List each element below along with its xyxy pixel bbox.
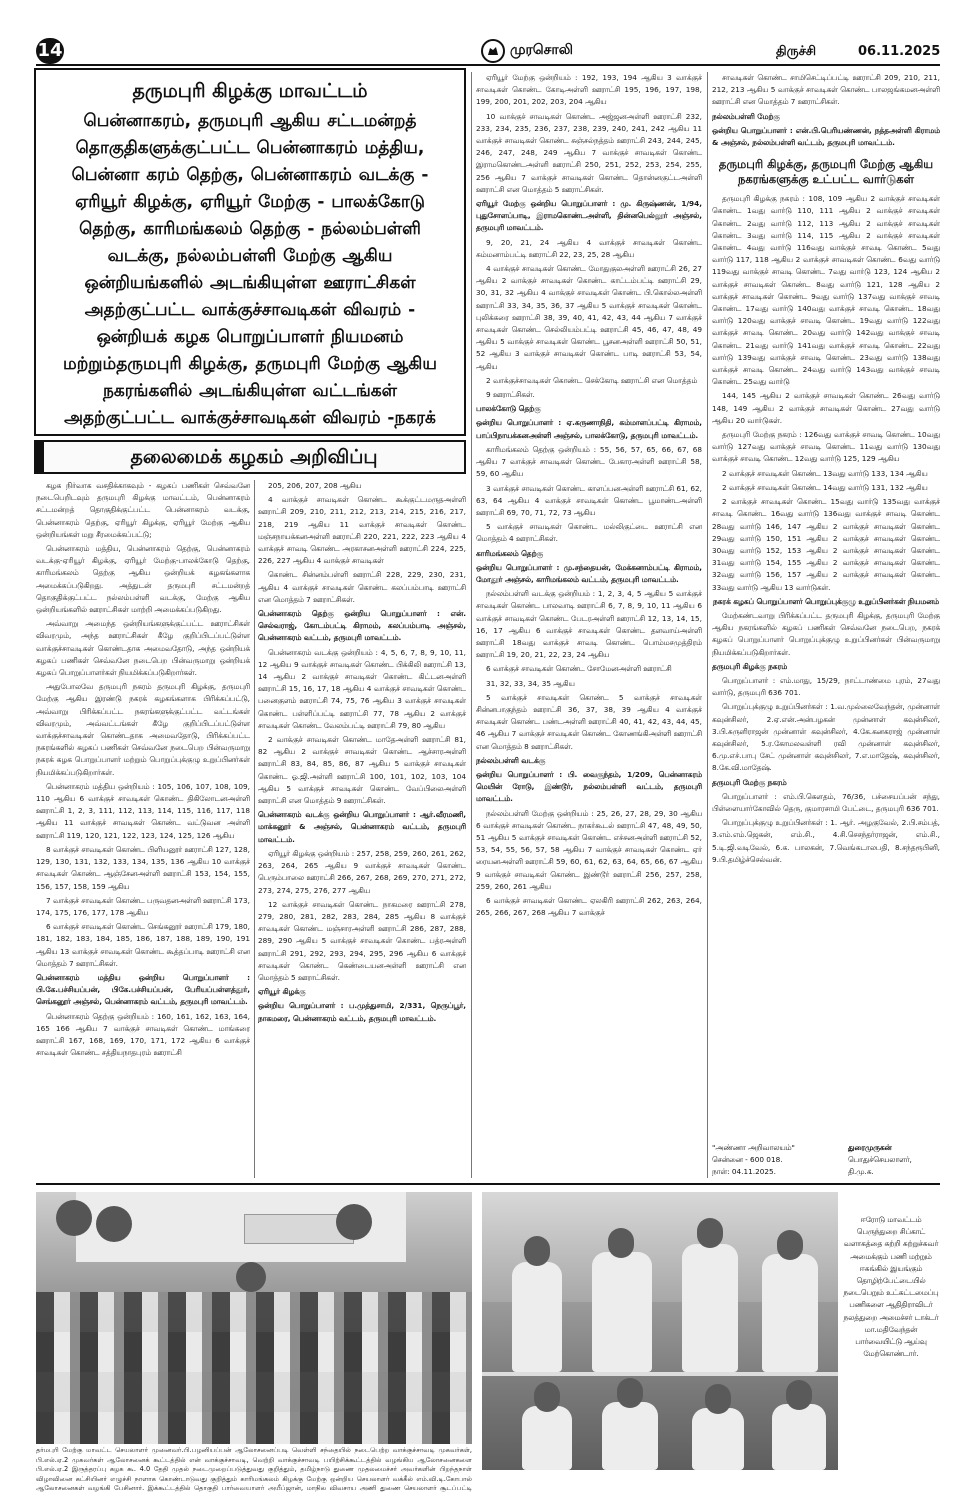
signoff-city: சென்னை - 600 018. [712,1155,783,1164]
signoff-place: "அண்ணா அறிவாலயம்" [712,1143,795,1152]
article-paragraph: 6 வாக்குச் சாவடிகள் கொண்ட சோமேனஅள்ளி ஊராட்சி [486,664,672,674]
article-paragraph: பாலக்கோடு தெற்கு [476,404,541,414]
inspection-photo-caption: ஈரோடு மாவட்டம் பெருந்துறை சிப்காட் வளாகத்தை சுற்றி சுற்றுச்சுவர் அமைக்கும் பணி மற்றும் ஈசுங்கில் இயங்கும் தொழிற்பேட்டையில் நடைபெறும் உட்கட்டமைப்பு பணிகளை ஆதிதிராவிடர் நலத்துறை அமைச்சர் டாக்டர் மா.மதிவேந்தன் பார்வையிட்டு ஆய்வு மேற்கொண்டார். [843,1215,939,1359]
article-paragraph: 6 வாக்குச் சாவடிகள் கொண்ட ஏலகிரி ஊராட்சி 262, 263, 264, 265, 266, 267, 268 ஆகிய 7 வாக்குச் [476,896,702,918]
article-paragraph: அதுபோலவே தருமபுரி நகரம் தருமபுரி கிழக்கு, தருமபுரி மேற்கு ஆகிய இரண்டு நகரக் கழகங்களாக பிரிக்கப்பட்டு, அவ்வாறு பிரிக்கப்பட்ட நகரங்களுக்குட்பட்ட வட்டங்கள் விவரமும், அவ்வட்டங்கள் கீழே குறிப்பிடப்பட்டுள்ள வாக்குச்சாவடிகள் கொண்டதாக அமைவதோடு, பிரிக்கப்பட்ட நகரங்களில் கழகப் பணிகள் செவ்வனே நடைபெற பின்வருமாறு நகரக் கழக பொறுப்பாளர் மற்றும் பொறுப்புக்குழு உறுப்பினர்கள் நியமிக்கப்படுகிறார்கள். [36,682,250,777]
article-paragraph: ஒன்றிய பொறுப்பாளர் : ப.முத்துசாமி, 2/331, நெருப்பூர், நாகமரை, பென்னாகரம் வட்டம், தருமபுரி மாவட்டம். [258,1001,466,1023]
article-paragraph: தருமபுரி கிழக்கு நகரம் : 108, 109 ஆகிய 2 வாக்குச் சாவடிகள் கொண்ட 1வது வார்டு 110, 111 ஆகிய 2 வாக்குச் சாவடிகள் கொண்ட 2வது வார்டு 112, 113 ஆகிய 2 வாக்குச் சாவடிகள் கொண்ட 3வது வார்டு 114, 115 ஆகிய 2 வாக்குச் சாவடிகள் கொண்ட 4வது வார்டு 116வது வாக்குச் சாவடி கொண்ட 5வது வார்டு 117, 118 ஆகிய 2 வாக்குச் சாவடிகள் கொண்ட 6வது வார்டு 119வது வாக்குச் சாவடி கொண்ட 7வது வார்டு 123, 124 ஆகிய 2 வாக்குச் சாவடிகள் கொண்ட 8வது வார்டு 121, 128 ஆகிய 2 வாக்குச் சாவடிகள் கொண்ட 9வது வார்டு 137வது வாக்குச் சாவடி கொண்ட 17வது வார்டு 140வது வாக்குச் சாவடி கொண்ட 18வது வார்டு 120வது வாக்குச் சாவடி கொண்ட 19வது வார்டு 122வது வாக்குச் சாவடி கொண்ட 20வது வார்டு 142வது வாக்குச் சாவடி கொண்ட 21வது வார்டு 141வது வாக்குச் சாவடி கொண்ட 22வது வார்டு 139வது வாக்குச் சாவடி கொண்ட 23வது வார்டு 138வது வாக்குச் சாவடி கொண்ட 24வது வார்டு 143வது வாக்குச் சாவடி கொண்ட 25வது வார்டு [712,194,940,387]
article-paragraph: 205, 206, 207, 208 ஆகிய [268,481,362,490]
article-paragraph: காரிமங்கலம் தெற்கு ஒன்றியம் : 55, 56, 57, 65, 66, 67, 68 ஆகிய 7 வாக்குச் சாவடிகள் கொண்ட பேகாரஅள்ளி ஊராட்சி 58, 59, 60 ஆகிய [476,444,702,479]
signatory-name: துரைமுருகன் [848,1143,892,1152]
headline-text: பென்னாகரம், தருமபுரி ஆகிய சட்டமன்றத் தொகுதிகளுக்குட்பட்ட பென்னாகரம் மத்திய, பென்னா கரம் தெற்கு, பென்னாகரம் வடக்கு - ஏரியூர் கிழக்கு, ஏரியூர் மேற்கு - பாலக்கோடு தெற்கு, காரிமங்கலம் தெற்கு - நல்லம்பள்ளி வடக்கு, நல்லம்பள்ளி மேற்கு ஆகிய ஒன்றியங்களில் அடங்கியுள்ள ஊராட்சிகள் அதற்குட்பட்ட வாக்குச்சாவடிகள் விவரம் - ஒன்றியக் கழக பொறுப்பாளர் நியமனம் மற்றும்தருமபுரி கிழக்கு, தருமபுரி மேற்கு ஆகிய நகரங்களில் அடங்கியுள்ள வட்டங்கள் அதற்குட்பட்ட வாக்குச்சாவடிகள் விவரம் -நகரக் [63,111,437,428]
article-paragraph: 3 வாக்குச் சாவடிகள் கொண்ட காளப்பனஅள்ளி ஊராட்சி 61, 62, 63, 64 ஆகிய 4 வாக்குச் சாவடிகள் கொண்ட பூமாண்டஅள்ளி ஊராட்சி 69, 70, 71, 72, 73 ஆகிய [476,483,702,517]
page-number: 14 [36,38,64,64]
article-paragraph: 9 ஊராட்சிகள். [486,390,535,400]
article-paragraph: தருமபுரி மேற்கு நகரம் [712,777,787,787]
article-paragraph: பென்னாகரம் மத்திய ஒன்றிய பொறுப்பாளர் : பி.கே.பச்சியப்பன், பிகே.பச்சியப்பன், பேரியப்பள்ளத்தூர், செங்கனூர் அஞ்சல், பென்னாகரம் வட்டம், தருமபுரி மாவட்டம். [36,972,250,1007]
announcement-banner: தலைமைக் கழகம் அறிவிப்பு [34,440,466,474]
article-paragraph: பென்னாகரம் வடக்கு ஒன்றியம் : 4, 5, 6, 7, 8, 9, 10, 11, 12 ஆகிய 9 வாக்குச் சாவடிகள் கொண்ட பிக்கிலி ஊராட்சி 13, 14 ஆகிய 2 வாக்குச் சாவடிகள் கொண்ட கிட்டனஅள்ளி ஊராட்சி 15, 16, 17, 18 ஆகிய 4 வாக்குச் சாவடிகள் கொண்ட பனைகுளம் ஊராட்சி 74, 75, 76 ஆகிய 3 வாக்குச் சாவடிகள் கொண்ட பள்ளிப்பட்டி ஊராட்சி 77, 78 ஆகிய 2 வாக்குச் சாவடிகள் கொண்ட வேலம்பட்டி ஊராட்சி 79, 80 ஆகிய [258,647,466,730]
newspaper-logo-icon [481,39,505,63]
newspaper-name: முரசொலி [510,42,573,58]
article-paragraph: தருமபுரி கிழக்கு நகரம் [712,661,788,671]
article-paragraph: ஒன்றிய பொறுப்பாளர் : என்.பி.பெரியண்ணன், நத்தஅள்ளி கிராமம் & அஞ்சல், நல்லம்பள்ளி வட்டம், தருமபுரி மாவட்டம். [712,125,940,148]
article-paragraph: 12 வாக்குச் சாவடிகள் கொண்ட நாகமரை ஊராட்சி 278, 279, 280, 281, 282, 283, 284, 285 ஆகிய 8 வாக்குச் சாவடிகள் கொண்ட மஞ்சாரஅள்ளி ஊராட்சி 286, 287, 288, 289, 290 ஆகிய 5 வாக்குச் சாவடிகள் கொண்ட பத்ரஅள்ளி ஊராட்சி 291, 292, 293, 294, 295, 296 ஆகிய 6 வாக்குச் சாவடிகள் கொண்ட கெண்டையனஅள்ளி ஊராட்சி என மொத்தம் 5 ஊராட்சிகள். [258,899,466,982]
article-paragraph: நகரக் கழகப் பொறுப்பாளர் பொறுப்புக்குழு உறுப்பினர்கள் நியமனம் [712,596,940,606]
article-paragraph: 5 வாக்குச் சாவடிகள் கொண்ட மல்லிகுட்டை ஊராட்சி என மொத்தம் 4 ஊராட்சிகள். [476,522,702,544]
article-paragraph: நல்லம்பள்ளி மேற்கு ஒன்றியம் : 25, 26, 27, 28, 29, 30 ஆகிய 6 வாக்குச் சாவடிகள் கொண்ட நாகர்கூடல் ஊராட்சி 47, 48, 49, 50, 51 ஆகிய 5 வாக்குச் சாவடிகள் கொண்ட எச்சனஅள்ளி ஊராட்சி 52, 53, 54, 55, 56, 57, 58 ஆகிய 7 வாக்குச் சாவடிகள் கொண்ட ஏர் ரையனஅள்ளி ஊராட்சி 59, 60, 61, 62, 63, 64, 65, 66, 67 ஆகிய 9 வாக்குச் சாவடிகள் கொண்ட இண்டூர் ஊராட்சி 256, 257, 258, 259, 260, 261 ஆகிய [476,808,702,891]
article-paragraph: 5 வாக்குச் சாவடிகள் கொண்ட 5 வாக்குச் சாவடிகள் சின்னபாகுந்தம் ஊராட்சி 36, 37, 38, 39 ஆகிய 4 வாக்குச் சாவடிகள் கொண்ட பண்டஅள்ளி ஊராட்சி 40, 41, 42, 43, 44, 45, 46 ஆகிய 7 வாக்குச் சாவடிகள் கொண்ட கோணங்கிஅள்ளி ஊராட்சி என மொத்தம் 8 ஊராட்சிகள். [476,692,702,751]
article-paragraph: பொறுப்புக்குழு உறுப்பினர்கள் : 1. ஆர். அழகுவேல், 2.பி.சம்பத், 3.எம்.எம்.ஜெகன், எம்.சி., 4.சி.செசந்தர்ராஜன், எம்.சி., 5.டி.ஜி.வடிவேல், 6.க. பாலகன், 7.வெங்கடாலபதி, 8.சந்தரூபினி, 9.பி.தமிழ்ச்செல்வன். [712,818,940,864]
column-divider [707,72,708,1178]
article-column-4 [712,72,940,1142]
article-column-2 [258,480,466,1178]
article-paragraph: 7 வாக்குச் சாவடிகள் கொண்ட பருவதனஅள்ளி ஊராட்சி 173, 174, 175, 176, 177, 178 ஆகிய [36,895,250,917]
article-paragraph: பென்னாகரம் மத்திய ஒன்றியம் : 105, 106, 107, 108, 109, 110 ஆகிய 6 வாக்குச் சாவடிகள் கொண்ட திகிலோடனஅள்ளி ஊராட்சி 1, 2, 3, 111, 112, 113, 114, 115, 116, 117, 118 ஆகிய 11 வாக்குச் சாவடிகள் கொண்ட வட்டுவன அள்ளி ஊராட்சி 119, 120, 121, 122, 123, 124, 125, 126 ஆகிய [36,781,250,840]
column-divider [254,480,255,1178]
article-paragraph: 4 வாக்குச் சாவடிகள் கொண்ட கூக்குட்டமருதஅள்ளி ஊராட்சி 209, 210, 211, 212, 213, 214, 215, 216, 217, 218, 219 ஆகிய 11 வாக்குச் சாவடிகள் கொண்ட மஞ்சநாயக்கனஅள்ளி ஊராட்சி 220, 221, 222, 223 ஆகிய 4 வாக்குச் சாவடி கொண்ட அரகாசனஅள்ளி ஊராட்சி 224, 225, 226, 227 ஆகிய 4 வாக்குச் சாவடிகள் [258,495,466,566]
signoff-date: நாள்: 04.11.2025. [712,1167,776,1176]
issue-date: 06.11.2025 [858,44,941,59]
article-paragraph: ஒன்றிய பொறுப்பாளர் : பி. வைகுந்தம், 1/209, பென்னாகரம் மெயின் ரோடு, இண்டூர், நல்லம்பள்ளி வட்டம், தருமபுரி மாவட்டம். [476,769,702,804]
article-paragraph: பென்னாகரம் தெற்கு ஒன்றிய பொறுப்பாளர் : என். செல்வராஜ், கோடம்பட்டி கிராமம், கலப்பம்பாடி அஞ்சல், பென்னாகரம் வட்டம், தருமபுரி மாவட்டம். [258,609,466,643]
article-paragraph: 6 வாக்குச் சாவடிகள் கொண்ட செங்கனூர் ஊராட்சி 179, 180, 181, 182, 183, 184, 185, 186, 187, 188, 189, 190, 191 ஆகிய 13 வாக்குச் சாவடிகள் கொண்ட கூத்தப்பாடி ஊராட்சி என மொத்தம் 7 ஊராட்சிகள். [36,922,250,968]
signatory-party: தி.மு.க. [848,1167,874,1176]
article-paragraph: அவ்வாறு அமைந்த ஒன்றியங்களுக்குட்பட்ட ஊராட்சிகள் விவரமும், அந்த ஊராட்சிகள் கீழே குறிப்பிடப்பட்டுள்ள வாக்குச்சாவடிகள் கொண்டதாக அமைவதோடு, அந்த ஒன்றியக் கழகப் பணிகள் செவ்வனே நடைபெற பின்வருமாறு ஒன்றியக் கழகப் பொறுப்பாளர்கள் நியமிக்கப்படுகிறார்கள். [36,619,250,678]
article-paragraph: 2 வாக்குச் சாவடிகள் கொண்ட மாதேஅள்ளி ஊராட்சி 81, 82 ஆகிய 2 வாக்குச் சாவடிகள் கொண்ட ஆச்சாரஅள்ளி ஊராட்சி 83, 84, 85, 86, 87 ஆகிய 5 வாக்குச் சாவடிகள் கொண்ட ஓ.ஜி.அள்ளி ஊராட்சி 100, 101, 102, 103, 104 ஆகிய 5 வாக்குச் சாவடிகள் கொண்ட வேப்பிலைஅள்ளி ஊராட்சி என மொத்தம் 9 ஊராட்சிகள். [258,735,466,806]
article-paragraph: நல்லம்பள்ளி வடக்கு [476,755,546,765]
article-paragraph: நல்லம்பள்ளி மேற்கு [712,111,780,121]
article-paragraph: நல்லம்பள்ளி வடக்கு ஒன்றியம் : 1, 2, 3, 4, 5 ஆகிய 5 வாக்குச் சாவடிகள் கொண்ட பாலவாடி ஊராட்சி 6, 7, 8, 9, 10, 11 ஆகிய 6 வாக்குச் சாவடிகள் கொண்ட பேடரஅள்ளி ஊராட்சி 12, 13, 14, 15, 16, 17 ஆகிய 6 வாக்குச் சாவடிகள் கொண்ட தளவாய்அள்ளி ஊராட்சி 18வது வாக்குச் சாவடி கொண்ட பொம்மசமுத்திரம் ஊராட்சி 19, 20, 21, 22, 23, 24 ஆகிய [476,589,702,660]
inspection-photo [482,1192,838,1470]
article-paragraph: பென்னாகரம் வடக்கு ஒன்றிய பொறுப்பாளர் : ஆர்.வீரமணி, மாக்கனூர் & அஞ்சல், பென்னாகரம் வட்டம், தருமபுரி மாவட்டம். [258,810,466,844]
article-paragraph: ஒன்றிய பொறுப்பாளர் : ஏ.கருணாநிதி, கம்மாளப்பட்டி கிராமம், பாப்பிநாயக்கனஅள்ளி அஞ்சல், பாலக்கோடு, தருமபுரி மாவட்டம். [476,418,702,440]
masthead-rule [36,64,940,66]
article-column-1 [36,480,250,1178]
article-paragraph: 2 வாக்குச் சாவடிகள் கொண்ட 15வது வார்டு 135வது வாக்குச் சாவடி கொண்ட 16வது வார்டு 136வது வாக்குச் சாவடி கொண்ட 28வது வார்டு 146, 147 ஆகிய 2 வாக்குச் சாவடிகள் கொண்ட 29வது வார்டு 150, 151 ஆகிய 2 வாக்குச் சாவடிகள் கொண்ட 30வது வார்டு 152, 153 ஆகிய 2 வாக்குச் சாவடிகள் கொண்ட 31வது வார்டு 154, 155 ஆகிய 2 வாக்குச் சாவடிகள் கொண்ட 32வது வார்டு 156, 157 ஆகிய 2 வாக்குச் சாவடிகள் கொண்ட 33வது வார்டு ஆகிய 13 வார்டுகள். [712,497,940,592]
article-paragraph: கொண்ட சின்னம்பள்ளி ஊராட்சி 228, 229, 230, 231, ஆகிய 4 வாக்குச் சாவடிகள் கொண்ட கலப்பம்பாடி ஊராட்சி என மொத்தம் 7 ஊராட்சிகள். [258,570,466,604]
headline-kicker: தருமபுரி கிழக்கு மாவட்டம் [132,80,368,102]
masthead [36,38,940,64]
meeting-photo [36,1192,472,1444]
article-paragraph: 2 வாக்குச்சாவடிகள் கொண்ட செக்கோடி ஊராட்சி என மொத்தம் [486,375,698,385]
article-paragraph: பொறுப்பாளர் : எம்.பி.கௌதம், 76/36, பச்சையப்பன் சந்து, பிள்ளையார்கோவில் தெரு, குமாரசாமி பேட்டை, தருமபுரி 636 701. [712,791,940,813]
article-paragraph: காரிமங்கலம் தெற்கு [476,548,543,558]
signoff-block [712,1142,940,1180]
article-paragraph: 144, 145 ஆகிய 2 வாக்குச் சாவடிகள் கொண்ட 26வது வார்டு 148, 149 ஆகிய 2 வாக்குச் சாவடிகள் கொண்ட 27வது வார்டு ஆகிய 20 வார்டுகள். [712,391,940,425]
article-paragraph: 31, 32, 33, 34, 35 ஆகிய [486,678,575,688]
wards-section-heading: தருமபுரி கிழக்கு, தருமபுரி மேற்கு ஆகிய நகரங்களுக்கு உட்பட்ட வார்டுகள் [718,157,934,187]
meeting-photo-caption: தர்மபுரி மேற்கு மாவட்ட செயலாளர் முனைவர்.பி.பழனியப்பன் ஆலோசனைப்படி வெள்ளி சந்தையில் நடைபெற்ற வாக்குச்சாவடி முகவர்கள், பி.எல்.ஏ.2 முகவர்கள் ஆலோசனைக் கூட்டத்தில் என் வாக்குச்சாவடி, வெற்றி வாக்குச்சாவடி பயிற்சிக்கூட்டத்தில் வழங்கிய ஆலோசனைகளை பி.எல்.ஏ.2 இருத்தரப்பு கழக கூ. 4.0 தேதி முதல் நடைமுறைப்படுத்துவது குறித்தும், தமிழ்நாடு துணை முதலமைச்சர் அவர்களின் பிறந்தநாள் விழாவினை கட்சியினர் எழுச்சி நாளாக கொண்டாடுவது குறித்தும் காரிமங்கலம் கிழக்கு மேற்கு ஒன்றிய செயலாளர் வக்கீல் எம்.வி.டி.கோபால் ஆலோசனைகள் வழங்கி பேசினார். இக்கூட்டத்தில் தொகுதி பார்வையாளர் அயீப்ஜான், மாநில விவசாய அணி துணை செயலாளர் சூடப்பட்டி [36,1446,472,1493]
article-paragraph: கழக நிர்வாக வசதிக்காகவும் - கழகப் பணிகள் செவ்வனே நடைபெறிடவும் தருமபுரி கிழக்கு மாவட்டம், பென்னாகரம் சட்டமன்றத் தொகுதிக்குட்பட்ட பென்னாகரம் வடக்கு, பென்னாகரம் தெற்கு, ஏரியூர் கிழக்கு, ஏரியூர் மேற்கு ஆகிய ஒன்றியங்கள் மறு சீரமைக்கப்பட்டு; [36,481,250,539]
article-paragraph: பொறுப்புக்குழு உறுப்பினர்கள் : 1.வ.முல்லைவேந்தன், முன்னாள் கவுன்சிலர், 2.ஏ.என்.அன்பழகன் முன்னாள் கவுன்சிலர், 3.பி.சுருளிராஜன் முன்னாள் கவுன்சிலர், 4.கே.கனகராஜ் முன்னாள் கவுன்சிலர், 5.ர.கோமலவள்ளி ரவி முன்னாள் கவுன்சிலர், 6.மு.எச்.பாபு சேட் முன்னாள் கவுன்சிலர், 7.எ.மாதேஷ், கவுன்சிலர், 8.கே.வி.மாதேஷ். [712,702,940,773]
article-paragraph: ஒன்றிய பொறுப்பாளர் : மு.சந்தையன், மேக்கனாம்பட்டி கிராமம், மோதூர் அஞ்சல், காரிமங்கலம் வட்டம், தருமபுரி மாவட்டம். [476,562,702,584]
column-divider [471,72,472,1178]
article-paragraph: ஏரியூர் கிழக்கு [258,987,306,997]
article-paragraph: மேற்கண்டவாறு பிரிக்கப்பட்ட தருமபுரி கிழக்கு, தருமபுரி மேற்கு ஆகிய நகரங்களில் கழகப் பணிகள் செவ்வனே நடைபெற, நகரக் கழகப் பொறுப்பாளர் பொறுப்புக்குழு உறுப்பினர்கள் பின்வருமாறு நியமிக்கப்படுகிறார்கள். [712,610,940,657]
article-paragraph: 2 வாக்குச் சாவடிகள் கொண்ட 13வது வார்டு 133, 134 ஆகிய [722,468,928,478]
edition-label: திருச்சி [776,44,817,59]
article-paragraph: ஏரியூர் மேற்கு ஒன்றியம் : 192, 193, 194 ஆகிய 3 வாக்குச் சாவடிகள் கொண்ட கோடிஅள்ளி ஊராட்சி 195, 196, 197, 198, 199, 200, 201, 202, 203, 204 ஆகிய [476,73,702,107]
article-paragraph: 2 வாக்குச் சாவடிகள் கொண்ட 14வது வார்டு 131, 132 ஆகிய [722,482,928,492]
signatory-title: பொதுச்செயலாளர், [848,1155,912,1164]
article-paragraph: 10 வாக்குச் சாவடிகள் கொண்ட அஜ்ஜனஅள்ளி ஊராட்சி 232, 233, 234, 235, 236, 237, 238, 239, 240, 241, 242 ஆகிய 11 வாக்குச் சாவடிகள் கொண்ட சுஞ்சல்நத்தம் ஊராட்சி 243, 244, 245, 246, 247, 248, 249 ஆகிய 7 வாக்குச் சாவடிகள் கொண்ட இராமகொண்டஅள்ளி ஊராட்சி 250, 251, 252, 253, 254, 255, 256 ஆகிய 7 வாக்குச் சாவடிகள் கொண்ட தொன்னகுட்டஅள்ளி ஊராட்சி என மொத்தம் 5 ஊராட்சிகள். [476,111,702,194]
article-paragraph: சாவடிகள் கொண்ட சாமிசெட்டிப்பட்டி ஊராட்சி 209, 210, 211, 212, 213 ஆகிய 5 வாக்குச் சாவடிகள் கொண்ட பாலஜங்கமனஅள்ளி ஊராட்சி என மொத்தம் 7 ஊராட்சிகள். [712,73,940,107]
article-paragraph: 4 வாக்குச் சாவடிகள் கொண்ட மோதுகுலஅள்ளி ஊராட்சி 26, 27 ஆகிய 2 வாக்குச் சாவடிகள் கொண்ட காட்டம்பட்டி ஊராட்சி 29, 30, 31, 32 ஆகிய 4 வாக்குச் சாவடிகள் கொண்ட பி.கொல்லஅள்ளி ஊராட்சி 33, 34, 35, 36, 37 ஆகிய 5 வாக்குச் சாவடிகள் கொண்ட புலிக்கரை ஊராட்சி 38, 39, 40, 41, 42, 43, 44 ஆகிய 7 வாக்குச் சாவடிகள் கொண்ட செல்லியம்பட்டி ஊராட்சி 45, 46, 47, 48, 49 ஆகிய 5 வாக்குச் சாவடிகள் கொண்ட பூசனஅள்ளி ஊராட்சி 50, 51, 52 ஆகிய 3 வாக்குச் சாவடிகள் கொண்ட பாடி ஊராட்சி 53, 54, ஆகிய [476,264,702,371]
article-paragraph: ஏரியூர் மேற்கு ஒன்றிய பொறுப்பாளர் : மு. கிருஷ்ணன், 1/94, புதுசோளப்பாடி, இராமகொண்டஅள்ளி, தின்னபெல்லூர் அஞ்சல், தருமபுரி மாவட்டம். [476,199,702,233]
article-column-3 [476,72,702,1178]
article-paragraph: தருமபுரி மேற்கு நகரம் : 126வது வாக்குச் சாவடி கொண்ட 10வது வார்டு 127வது வாக்குச் சாவடி கொண்ட 11வது வார்டு 130வது வாக்குச் சாவடி கொண்ட 12வது வார்டு 125, 129 ஆகிய [712,430,940,464]
article-paragraph: பொறுப்பாளர் : எம்.மாது, 15/29, நாட்டாண்மை புரம், 27வது வார்டு, தருமபுரி 636 701. [712,675,940,698]
headline-box [34,68,466,436]
article-paragraph: ஏரியூர் கிழக்கு ஒன்றியம் : 257, 258, 259, 260, 261, 262, 263, 264, 265 ஆகிய 9 வாக்குச் சாவடிகள் கொண்ட பெரும்பாலை ஊராட்சி 266, 267, 268, 269, 270, 271, 272, 273, 274, 275, 276, 277 ஆகிய [258,848,466,895]
article-paragraph: 8 வாக்குச் சாவடிகள் கொண்ட பிளியனூர் ஊராட்சி 127, 128, 129, 130, 131, 132, 133, 134, 135, 136 ஆகிய 10 வாக்குச் சாவடிகள் கொண்ட ஆஞ்சேனஅள்ளி ஊராட்சி 153, 154, 155, 156, 157, 158, 159 ஆகிய [36,844,250,891]
article-paragraph: பென்னாகரம் மத்திய, பென்னாகரம் தெற்கு, பென்னாகரம் வடக்கு-ஏரியூர் கிழக்கு, ஏரியூர் மேற்கு-பாலக்கோடு தெற்கு, காரிமங்கலம் தெற்கு ஆகிய ஒன்றியக் கழகங்களாக அமைக்கப்படுகிறது. அத்துடன் தருமபுரி சட்டமன்றத் தொகுதிக்குட்பட்ட நல்லம்பள்ளி வடக்கு, மேற்கு ஆகிய ஒன்றியங்களில் ஊராட்சிகள் மாற்றி அமைக்கப்படுகிறது. [36,544,250,615]
article-paragraph: 9, 20, 21, 24 ஆகிய 4 வாக்குச் சாவடிகள் கொண்ட சும்மனாம்பட்டி ஊராட்சி 22, 23, 25, 28 ஆகிய [476,237,702,259]
article-paragraph: பென்னாகரம் தெற்கு ஒன்றியம் : 160, 161, 162, 163, 164, 165 166 ஆகிய 7 வாக்குச் சாவடிகள் கொண்ட மாங்கரை ஊராட்சி 167, 168, 169, 170, 171, 172 ஆகிய 6 வாக்குச் சாவடிகள் கொண்ட சத்தியநாதபுரம் ஊராட்சி [36,1011,250,1058]
section-rule [36,1183,940,1185]
